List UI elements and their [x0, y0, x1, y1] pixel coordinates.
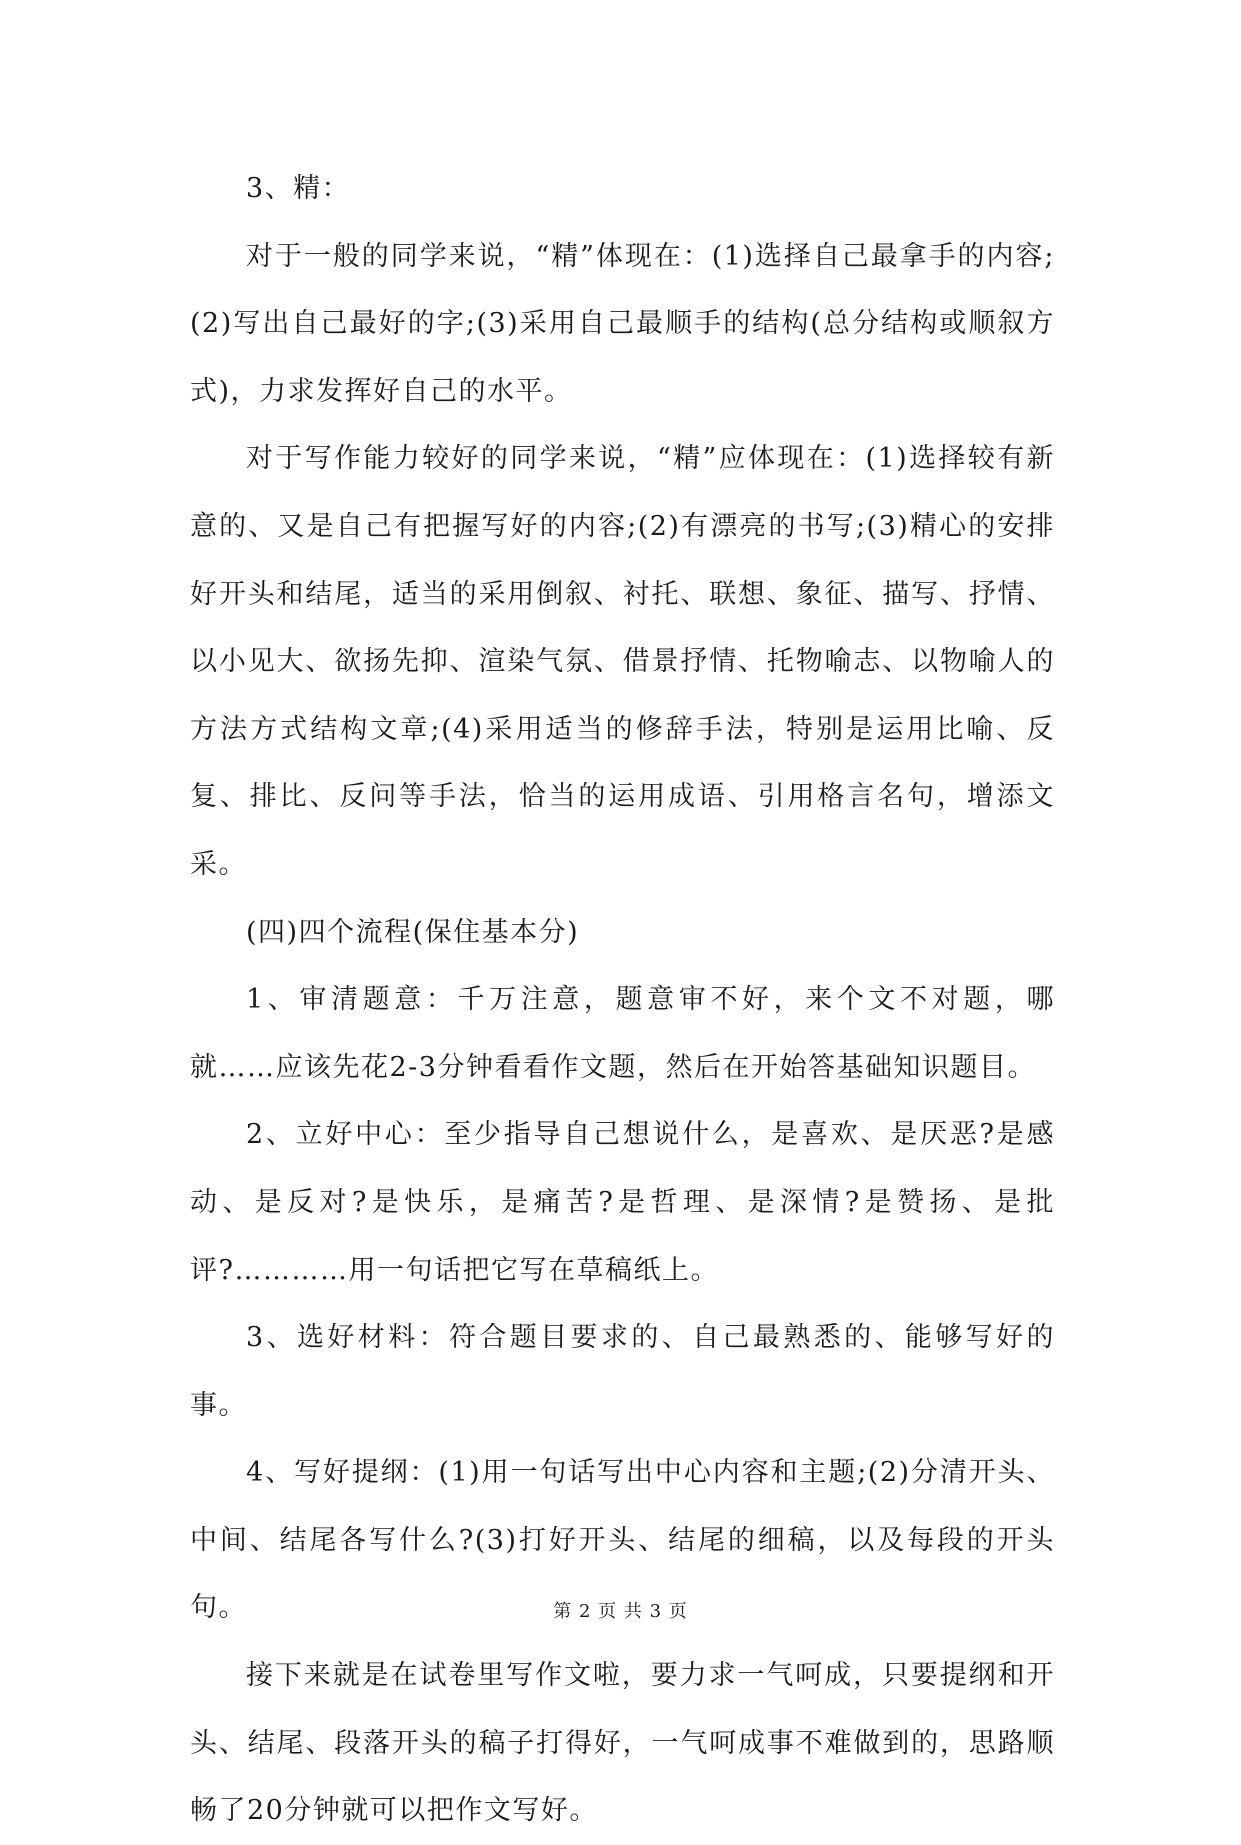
paragraph-step-3: 3、选好材料：符合题目要求的、自己最熟悉的、能够写好的事。 — [190, 1322, 1055, 1421]
paragraph-step-2: 2、立好中心：至少指导自己想说什么，是喜欢、是厌恶?是感动、是反对?是快乐，是痛苦?是哲理、是深情?是赞扬、是批评?…………用一句话把它写在草稿纸上。 — [190, 1119, 1055, 1286]
paragraph-advanced-students: 对于写作能力较好的同学来说，“精”应体现在：(1)选择较有新意的、又是自己有把握写好的内容;(2)有漂亮的书写;(3)精心的安排好开头和结尾，适当的采用倒叙、衬托、联想、象征、描写、抒情、以小见大、欲扬先抑、渲染气氛、借景抒情、托物喻志、以物喻人的方法方式结构文章;(4)采用适当的修辞手法，特别是运用比喻、反复、排比、反问等手法，恰当的运用成语、引用格言名句，增添文采。 — [190, 443, 1055, 880]
paragraph-general-students: 对于一般的同学来说，“精”体现在：(1)选择自己最拿手的内容;(2)写出自己最好的字;(3)采用自己最顺手的结构(总分结构或顺叙方式)，力求发挥好自己的水平。 — [190, 240, 1055, 407]
paragraph-step-1: 1、审清题意：千万注意，题意审不好，来个文不对题，哪就……应该先花2-3分钟看看作文题，然后在开始答基础知识题目。 — [190, 984, 1055, 1083]
paragraph-heading-jing: 3、精： — [246, 173, 351, 204]
page-number-footer: 第 2 页 共 3 页 — [553, 1601, 688, 1622]
paragraph-step-4: 4、写好提纲：(1)用一句话写出中心内容和主题;(2)分清开头、中间、结尾各写什么?(3)打好开头、结尾的细稿，以及每段的开头句。 — [190, 1457, 1055, 1624]
paragraph-conclusion: 接下来就是在试卷里写作文啦，要力求一气呵成，只要提纲和开头、结尾、段落开头的稿子打得好，一气呵成事不难做到的，思路顺畅了20分钟就可以把作文写好。 — [190, 1660, 1055, 1827]
document-body — [190, 155, 1055, 1845]
section-heading-four-steps: (四)四个流程(保住基本分) — [246, 916, 580, 948]
